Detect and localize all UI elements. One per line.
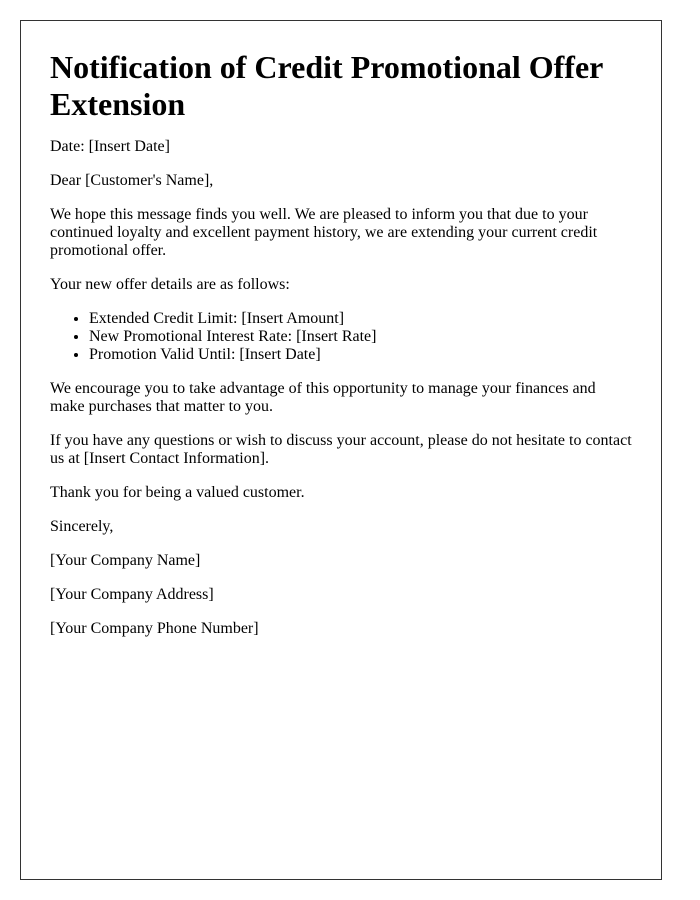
letter-title: Notification of Credit Promotional Offer Extension	[50, 49, 603, 122]
offer-detail-interest-rate: • New Promotional Interest Rate: [Insert Rate]	[89, 328, 632, 346]
letter-page	[20, 20, 662, 880]
company-phone: [Your Company Phone Number]	[50, 620, 259, 637]
date-line: Date: [Insert Date]	[50, 138, 170, 155]
offer-details-list	[50, 310, 632, 364]
company-name: [Your Company Name]	[50, 552, 201, 569]
salutation: Dear [Customer's Name],	[50, 172, 214, 189]
details-intro: Your new offer details are as follows:	[50, 276, 290, 293]
offer-detail-valid-until: • Promotion Valid Until: [Insert Date]	[89, 346, 632, 364]
company-address: [Your Company Address]	[50, 586, 214, 603]
encourage-paragraph: We encourage you to take advantage of this opportunity to manage your finances and make purchases that matter to you.	[50, 380, 596, 415]
offer-detail-credit-limit: • Extended Credit Limit: [Insert Amount]	[89, 310, 632, 328]
contact-paragraph: If you have any questions or wish to discuss your account, please do not hesitate to contact us at [Insert Contact Information].	[50, 432, 632, 467]
closing-line: Sincerely,	[50, 518, 114, 535]
thanks-line: Thank you for being a valued customer.	[50, 484, 305, 501]
intro-paragraph: We hope this message finds you well. We are pleased to inform you that due to your continued loyalty and excellent payment history, we are extending your current credit promotional offer.	[50, 206, 598, 259]
